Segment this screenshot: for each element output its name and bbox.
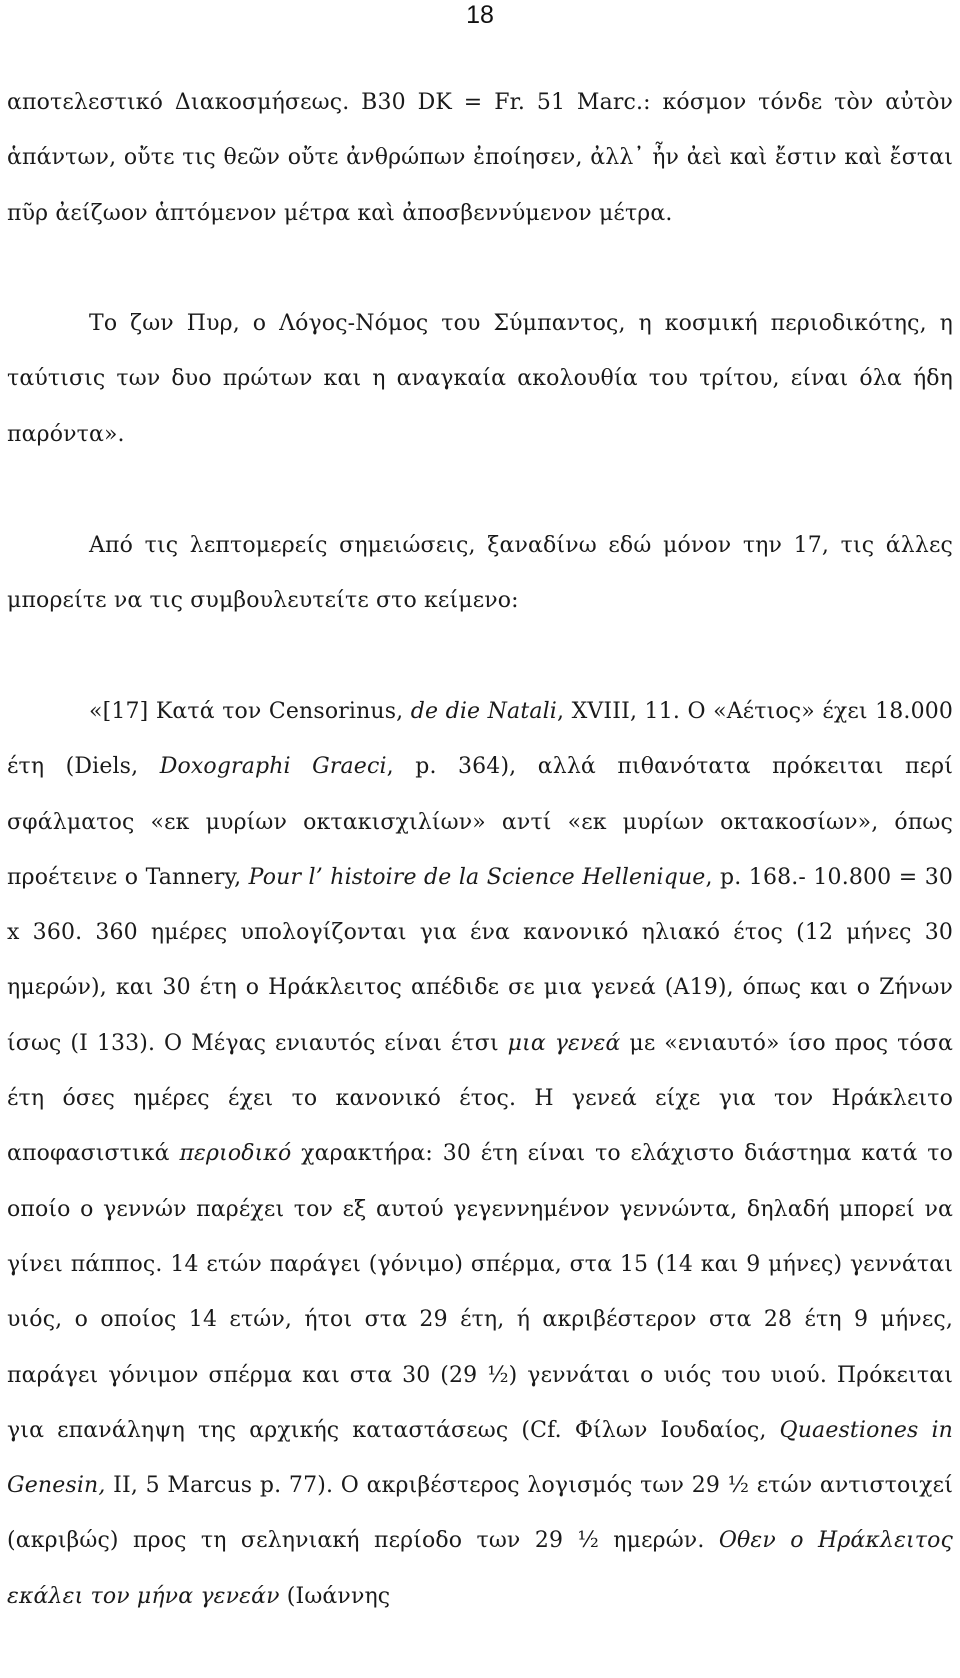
paragraph-note-17 (7, 684, 953, 1624)
note-text: (Ιωάννης (279, 1583, 391, 1609)
document-page (7, 0, 953, 1678)
emphasis-text: Οθεν ο Ηράκλειτος εκάλει τον μήνα γενεάν (7, 1528, 953, 1609)
citation-title: Quaestiones in Genesin, (7, 1417, 953, 1499)
note-text: με «ενιαυτό» ίσο προς τόσα έτη όσες ημέρες έχει το κανονικό έτος. Η γενεά είχε για τον Ηράκλειτο αποφασιστικά (7, 1030, 953, 1167)
note-text: «[17] Κατά τον Censorinus, (89, 699, 411, 724)
citation-title: de die Natali (410, 699, 557, 724)
note-text: χαρακτήρα: 30 έτη είναι το ελάχιστο διάστημα κατά το οποίο ο γεννών παρέχει τον εξ αυτού γεγεννημένον γεννώντα, δηλαδή μπορεί να γίνει πάππος. 14 ετών παράγει (γόνιμο) σπέρμα, στα 15 (14 και 9 μήνες) γεννάται υιός, ο οποίος 14 ετών, ήτοι στα 29 έτη, ή ακριβέστερον στα 28 έτη 9 μήνες, παράγει γόνιμον σπέρμα και στα 30 (29 ½) γεννάται ο υιός του υιού. Πρόκειται για επανάληψη της αρχικής καταστάσεως (Cf. Φίλων Ιουδαίος, (7, 1141, 953, 1443)
page-number: 18 (466, 1, 494, 29)
note-text: , XVIII, 11. Ο «Αέτιος» έχει 18.000 έτη (Diels, (7, 699, 954, 780)
emphasis-text: μια γενεά (507, 1030, 621, 1056)
paragraph-notes-intro: Από τις λεπτομερείς σημειώσεις, ξαναδίνω εδώ μόνον την 17, τις άλλες μπορείτε να τις συμβουλευτείτε στο κείμενο: (7, 533, 953, 614)
emphasis-text: περιοδικό (179, 1141, 292, 1167)
citation-title: Doxographi Graeci (159, 754, 387, 780)
note-text: , p. 168.- 10.800 = 30 x 360. 360 ημέρες υπολογίζονται για ένα κανονικό ηλιακό έτος (12 μήνες 30 ημερών), και 30 έτη ο Ηράκλειτος απέδιδε σε μια γενεά (A19), όπως και ο Ζήνων ίσως (I 133). Ο Μέγας ενιαυτός είναι έτσι (7, 864, 953, 1056)
paragraph-living-fire: Το ζων Πυρ, ο Λόγος-Νόμος του Σύμπαντος, η κοσμική περιοδικότης, η ταύτισις των δυο πρώτων και η αναγκαία ακολουθία του τρίτου, είναι όλα ήδη παρόντα». (7, 311, 953, 447)
note-text: II, 5 Marcus p. 77). Ο ακριβέστερος λογισμός των 29 ½ ετών αντιστοιχεί (ακριβώς) προς τη σεληνιακή περίοδο των 29 ½ ημερών. (7, 1473, 953, 1554)
paragraph-heraclitus-fragment: αποτελεστικό Διακοσμήσεως. B30 DK = Fr. 51 Marc.: κόσμον τόνδε τὸν αὐτὸν ἁπάντων, οὔτε τις θεῶν οὔτε ἀνθρώπων ἐποίησεν, ἀλλ᾽ ἦν ἀεὶ καὶ ἔστιν καὶ ἔσται πῦρ ἀείζωον ἁπτόμενον μέτρα καὶ ἀποσβεννύμενον μέτρα. (7, 90, 953, 226)
citation-title: Pour l’ histoire de la Science Hellenique (248, 864, 706, 890)
note-text: , p. 364), αλλά πιθανότατα πρόκειται περί σφάλματος «εκ μυρίων οκτακισχιλίων» αντί «εκ μυρίων οκτακοσίων», όπως προέτεινε ο Tannery, (7, 754, 953, 890)
